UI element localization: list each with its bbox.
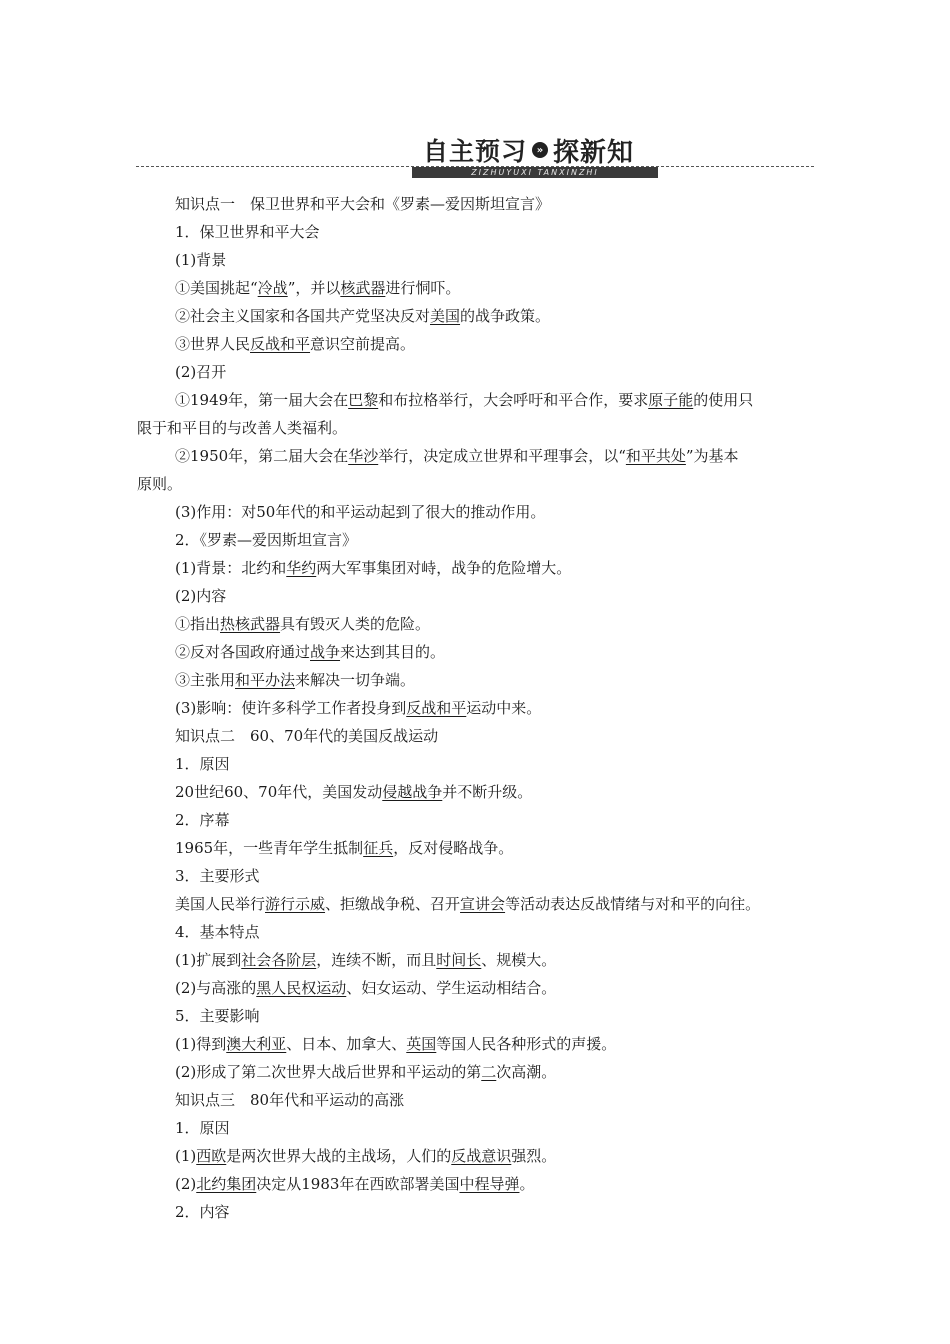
underlined-answer: 宣讲会 [460, 895, 506, 913]
text-line [137, 386, 817, 414]
text-run: (1)背景：北约和 [175, 559, 287, 577]
text-run: 。 [519, 1175, 535, 1193]
underlined-answer: 二 [481, 1063, 497, 1081]
text-run: (1)扩展到 [175, 951, 242, 969]
text-run: ”，并以 [287, 279, 341, 297]
text-line [137, 1086, 817, 1114]
text-run: 意识空前提高。 [310, 335, 416, 353]
text-run: ③世界人民 [175, 335, 251, 353]
underlined-answer: 热核武器 [220, 615, 281, 633]
text-line [137, 890, 817, 918]
text-line [137, 330, 817, 358]
text-run: 知识点一 保卫世界和平大会和《罗素—爱因斯坦宣言》 [175, 195, 551, 213]
text-run: 的战争政策。 [460, 307, 551, 325]
text-run: 的使用只 [693, 391, 754, 409]
text-run: 限于和平目的与改善人类福利。 [137, 419, 348, 437]
text-run: ③主张用 [175, 671, 236, 689]
text-line [137, 1198, 817, 1226]
underlined-answer: 时间长 [436, 951, 482, 969]
underlined-answer: 核武器 [340, 279, 386, 297]
underlined-answer: 社会各阶层 [241, 951, 317, 969]
text-line [137, 414, 817, 442]
text-line [137, 778, 817, 806]
text-run: (2)与高涨的 [175, 979, 257, 997]
section-title [423, 134, 634, 166]
text-run: 次高潮。 [496, 1063, 557, 1081]
double-chevron-icon: » [532, 142, 548, 158]
text-run: (3)作用：对50年代的和平运动起到了很大的推动作用。 [175, 503, 546, 521]
section-title-part-1: 自主预习 [423, 137, 528, 166]
text-line [137, 750, 817, 778]
text-line [137, 722, 817, 750]
text-run: (2) [175, 1175, 197, 1193]
text-line [137, 1114, 817, 1142]
text-line [137, 442, 817, 470]
text-line [137, 526, 817, 554]
text-run: 等国人民各种形式的声援。 [436, 1035, 617, 1053]
text-line [137, 190, 817, 218]
text-run: 1965年，一些青年学生抵制 [175, 839, 364, 857]
text-run: 、日本、加拿大、 [286, 1035, 407, 1053]
text-line [137, 1030, 817, 1058]
underlined-answer: 反战意识 [451, 1147, 512, 1165]
underlined-answer: 中程导弹 [459, 1175, 520, 1193]
text-line [137, 694, 817, 722]
text-run: 来解决一切争端。 [295, 671, 416, 689]
text-run: 来达到其目的。 [340, 643, 446, 661]
text-line [137, 274, 817, 302]
text-run: ②反对各国政府通过 [175, 643, 311, 661]
text-run: ②1950年，第二届大会在 [175, 447, 349, 465]
text-run: 知识点三 80年代和平运动的高涨 [175, 1091, 405, 1109]
underlined-answer: 征兵 [363, 839, 394, 857]
text-run: 1．原因 [175, 1119, 230, 1137]
text-line [137, 974, 817, 1002]
underlined-answer: 澳大利亚 [226, 1035, 287, 1053]
text-run: 强烈。 [511, 1147, 557, 1165]
text-run: 等活动表达反战情绪与对和平的向往。 [505, 895, 761, 913]
text-line [137, 1002, 817, 1030]
text-run: 3．主要形式 [175, 867, 260, 885]
text-line [137, 638, 817, 666]
text-run: 2．序幕 [175, 811, 230, 829]
underlined-answer: 美国 [430, 307, 461, 325]
document-body [137, 190, 817, 1226]
text-line [137, 582, 817, 610]
text-line [137, 946, 817, 974]
text-run: (3)影响：使许多科学工作者投身到 [175, 699, 407, 717]
underlined-answer: 战争 [310, 643, 341, 661]
text-line [137, 498, 817, 526]
underlined-answer: 反战和平 [250, 335, 311, 353]
text-run: (2)召开 [175, 363, 227, 381]
text-run: 1．原因 [175, 755, 230, 773]
underlined-answer: 西欧 [196, 1147, 227, 1165]
text-line [137, 918, 817, 946]
text-run: 1．保卫世界和平大会 [175, 223, 320, 241]
text-run: ①美国挑起“ [175, 279, 258, 297]
text-line [137, 554, 817, 582]
section-banner [0, 128, 950, 184]
text-line [137, 470, 817, 498]
text-run: 两大军事集团对峙，战争的危险增大。 [316, 559, 572, 577]
text-run: 2．《罗素—爱因斯坦宣言》 [175, 531, 358, 549]
text-run: (1)得到 [175, 1035, 227, 1053]
text-run: 原则。 [137, 475, 183, 493]
text-run: ，反对侵略战争。 [393, 839, 514, 857]
text-line [137, 666, 817, 694]
text-run: 和布拉格举行，大会呼吁和平合作，要求 [378, 391, 649, 409]
underlined-answer: 和平共处 [625, 447, 686, 465]
text-run: 5．主要影响 [175, 1007, 260, 1025]
underlined-answer: 反战和平 [406, 699, 467, 717]
text-line [137, 806, 817, 834]
text-line [137, 1170, 817, 1198]
underlined-answer: 侵越战争 [382, 783, 443, 801]
text-run: ②社会主义国家和各国共产党坚决反对 [175, 307, 431, 325]
text-run: 美国人民举行 [175, 895, 266, 913]
text-run: 、妇女运动、学生运动相结合。 [346, 979, 557, 997]
underlined-answer: 北约集团 [196, 1175, 257, 1193]
text-line [137, 862, 817, 890]
text-line [137, 834, 817, 862]
text-run: 具有毁灭人类的危险。 [280, 615, 431, 633]
section-title-part-2: 探新知 [553, 137, 635, 168]
text-line [137, 1142, 817, 1170]
text-line [137, 1058, 817, 1086]
underlined-answer: 冷战 [257, 279, 288, 297]
text-run: 决定从1983年在西欧部署美国 [256, 1175, 460, 1193]
text-run: (2)形成了第二次世界大战后世界和平运动的第 [175, 1063, 482, 1081]
text-run: 运动中来。 [466, 699, 542, 717]
text-run: 进行恫吓。 [385, 279, 461, 297]
text-run: 、规模大。 [481, 951, 557, 969]
underlined-answer: 英国 [406, 1035, 437, 1053]
text-line [137, 358, 817, 386]
text-run: 、拒缴战争税、召开 [325, 895, 461, 913]
underlined-answer: 巴黎 [348, 391, 379, 409]
underlined-answer: 和平办法 [235, 671, 296, 689]
text-run: 20世纪60、70年代，美国发动 [175, 783, 383, 801]
text-run: ”为基本 [685, 447, 739, 465]
text-run: 知识点二 60、70年代的美国反战运动 [175, 727, 439, 745]
text-line [137, 218, 817, 246]
text-run: 2．内容 [175, 1203, 230, 1221]
text-run: (1) [175, 1147, 197, 1165]
text-run: ①1949年，第一届大会在 [175, 391, 349, 409]
text-run: 并不断升级。 [442, 783, 533, 801]
text-run: (1)背景 [175, 251, 227, 269]
underlined-answer: 华约 [286, 559, 317, 577]
text-line [137, 246, 817, 274]
underlined-answer: 原子能 [648, 391, 694, 409]
text-line [137, 610, 817, 638]
text-run: 举行，决定成立世界和平理事会，以“ [378, 447, 626, 465]
section-subtitle: ZIZHUYUXI TANXINZHI [412, 167, 658, 178]
underlined-answer: 华沙 [348, 447, 379, 465]
underlined-answer: 黑人民权运动 [256, 979, 347, 997]
text-run: 4．基本特点 [175, 923, 260, 941]
text-run: ①指出 [175, 615, 221, 633]
text-run: (2)内容 [175, 587, 227, 605]
underlined-answer: 游行示威 [265, 895, 326, 913]
text-line [137, 302, 817, 330]
text-run: 是两次世界大战的主战场，人们的 [226, 1147, 452, 1165]
text-run: ，连续不断，而且 [316, 951, 437, 969]
